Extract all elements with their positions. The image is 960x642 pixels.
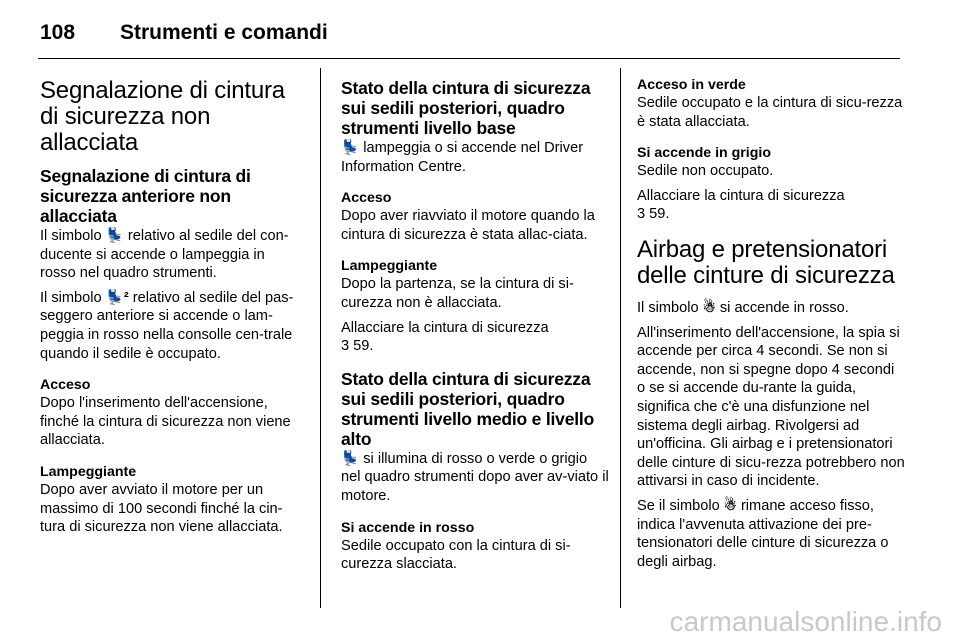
paragraph: Sedile occupato con la cintura di si-curezza slacciata. bbox=[341, 537, 571, 573]
page-reference: 3 59. bbox=[341, 338, 374, 355]
seatbelt-icon: 💺 bbox=[341, 140, 360, 156]
paragraph: Allacciare la cintura di sicurezza bbox=[341, 319, 549, 336]
page-reference: 3 59. bbox=[637, 206, 670, 223]
subheading: Si accende in rosso bbox=[341, 519, 475, 536]
heading-front-seatbelt: Segnalazione di cintura di sicurezza anteriore non allacciata bbox=[40, 166, 251, 226]
heading-rear-mid-high: Stato della cintura di sicurezza sui sedili posteriori, quadro strumenti livello medio e livello alto bbox=[341, 368, 595, 449]
paragraph: Sedile non occupato. bbox=[637, 163, 774, 180]
paragraph: 💺 si illumina di rosso o verde o grigio nel quadro strumenti dopo aver av-viato il motore. bbox=[341, 450, 609, 504]
subheading: Acceso bbox=[341, 190, 392, 207]
column-divider bbox=[620, 68, 621, 608]
paragraph: All'inserimento dell'accensione, la spia si accende per circa 4 secondi. Se non si accende, non si spegne dopo 4 secondi o se si accende du-rante la guida, significa che c'è una disfunzione nel sistema degli airbag. Rivolgersi ad un'officina. Gli airbag e i pretensionatori delle cinture di sicu-rezza potrebbero non attivarsi in caso di incidente. bbox=[637, 324, 905, 490]
paragraph: Il simbolo 💺 relativo al sedile del con-ducente si accende o lampeggia in rosso nel quadro strumenti. bbox=[40, 228, 289, 282]
paragraph: Dopo l'inserimento dell'accensione, finché la cintura di sicurezza non viene allacciata. bbox=[40, 395, 291, 449]
section-title: Strumenti e comandi bbox=[120, 21, 328, 44]
header-rule bbox=[38, 58, 900, 59]
column-divider bbox=[320, 68, 321, 608]
column-1 bbox=[40, 68, 304, 543]
paragraph: 💺 lampeggia o si accende nel Driver Information Centre. bbox=[341, 140, 584, 175]
airbag-icon: ☃ bbox=[723, 497, 737, 514]
column-2 bbox=[341, 68, 609, 580]
paragraph: Il simbolo 💺² relativo al sedile del pas-seggero anteriore si accende o lam-peggia in rosso nella consolle cen-trale quando il sedile è occupato. bbox=[40, 289, 294, 362]
paragraph: Dopo aver riavviato il motore quando la cintura di sicurezza è stata allac-ciata. bbox=[341, 208, 595, 243]
paragraph: Se il simbolo ☃ rimane acceso fisso, indica l'avvenuta attivazione dei pre-tensionatori delle cinture di sicurezza o degli airbag. bbox=[637, 497, 889, 570]
paragraph: Sedile occupato e la cintura di sicu-rezza è stata allacciata. bbox=[637, 95, 903, 130]
subheading: Si accende in grigio bbox=[637, 145, 772, 162]
paragraph: Allacciare la cintura di sicurezza bbox=[637, 187, 845, 204]
watermark: carmanualsonline.info bbox=[669, 606, 942, 637]
seatbelt-icon: 💺 bbox=[105, 228, 124, 244]
paragraph: Il simbolo ☃ si accende in rosso. bbox=[637, 299, 849, 316]
page-header bbox=[38, 13, 922, 53]
seatbelt-icon: 💺 bbox=[341, 450, 360, 467]
page-number: 108 bbox=[40, 21, 76, 44]
heading-airbag: Airbag e pretensionatori delle cinture di sicurezza bbox=[637, 235, 895, 289]
subheading: Acceso in verde bbox=[637, 77, 746, 93]
heading-rear-base: Stato della cintura di sicurezza sui sedili posteriori, quadro strumenti livello base bbox=[341, 78, 591, 138]
heading-seatbelt-warning: Segnalazione di cintura di sicurezza non allacciata bbox=[40, 77, 285, 156]
paragraph: Dopo aver avviato il motore per un massimo di 100 secondi finché la cin-tura di sicurezza non viene allacciata. bbox=[40, 481, 283, 536]
subheading: Lampeggiante bbox=[341, 258, 438, 275]
column-3 bbox=[637, 68, 905, 577]
paragraph: Dopo la partenza, se la cintura di si-curezza non è allacciata. bbox=[341, 276, 574, 311]
airbag-icon: ☃ bbox=[702, 299, 716, 316]
subheading: Acceso bbox=[40, 377, 91, 394]
seatbelt-passenger-icon: 💺² bbox=[105, 289, 129, 306]
subheading: Lampeggiante bbox=[40, 463, 137, 480]
